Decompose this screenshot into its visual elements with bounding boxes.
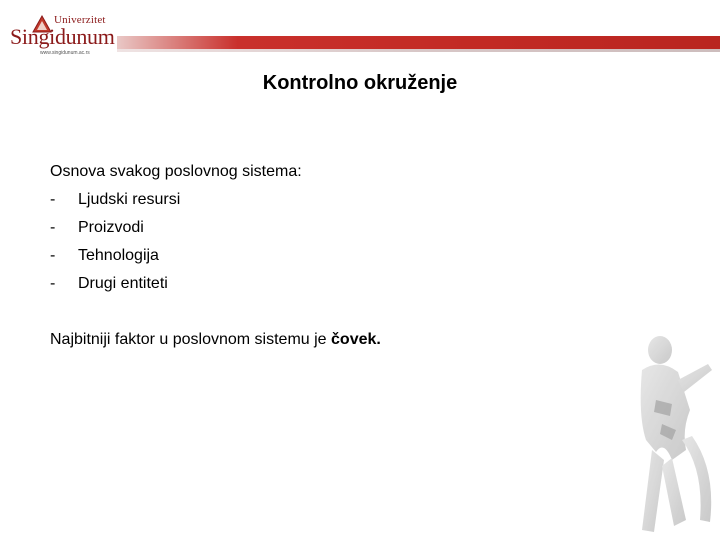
closing-emphasis: čovek. <box>331 331 381 348</box>
statue-watermark-icon <box>612 320 720 540</box>
closing-text-main: Najbitniji faktor u poslovnom sistemu je <box>50 331 332 348</box>
slide-body <box>50 158 610 370</box>
bullet-text: Ljudski resursi <box>78 191 181 208</box>
slide-header <box>0 0 720 60</box>
list-item <box>50 214 610 242</box>
bullet-text: Tehnologija <box>78 247 159 264</box>
header-bar-shadow <box>117 49 720 52</box>
header-accent-bar <box>117 36 720 49</box>
logo-name: Singidunum <box>10 24 115 49</box>
bullet-marker: - <box>50 247 56 264</box>
university-logo <box>8 12 118 58</box>
slide-title-text: Kontrolno okruženje <box>262 72 458 94</box>
bullet-marker: - <box>50 219 56 236</box>
slide-title <box>0 72 720 95</box>
bullet-marker: - <box>50 191 56 208</box>
logo-university-label: Univerzitet <box>54 14 106 26</box>
list-item <box>50 270 610 298</box>
bullet-list <box>50 186 610 298</box>
logo-url: www.singidunum.ac.rs <box>40 50 90 56</box>
bullet-marker: - <box>50 275 56 292</box>
closing-text <box>50 326 610 354</box>
bullet-text: Proizvodi <box>78 219 144 236</box>
bullet-text: Drugi entiteti <box>78 275 168 292</box>
list-item <box>50 242 610 270</box>
intro-text: Osnova svakog poslovnog sistema: <box>50 163 302 180</box>
list-item <box>50 186 610 214</box>
